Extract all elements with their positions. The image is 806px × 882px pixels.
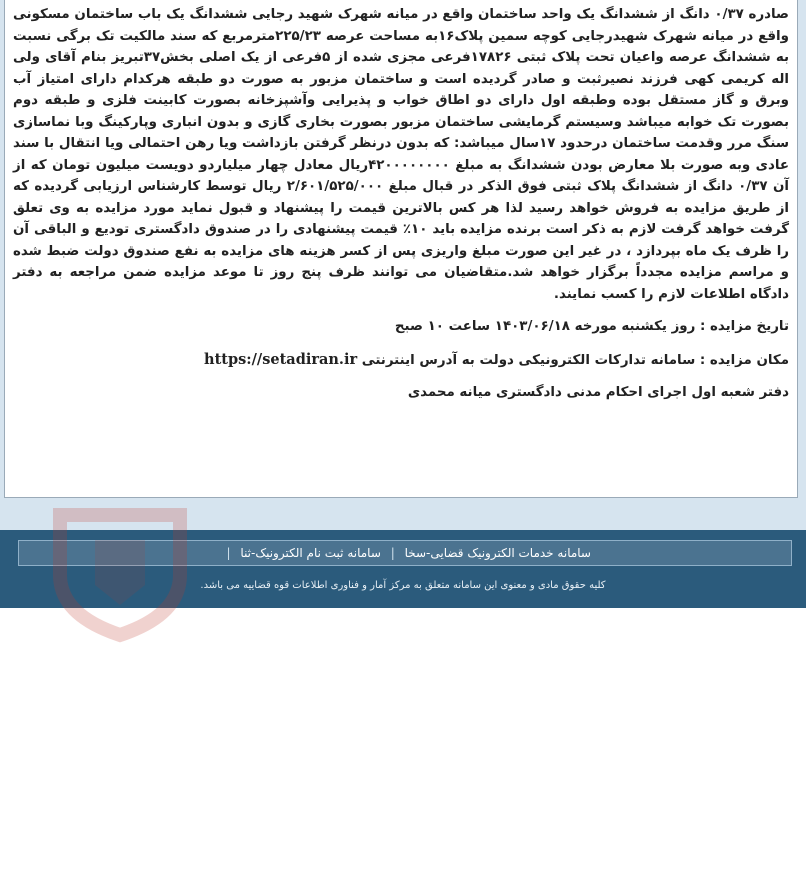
office-signature: دفتر شعبه اول اجرای احکام مدنی دادگستری میانه محمدی (407, 385, 789, 400)
announcement-content (5, 0, 797, 404)
announcement-panel (4, 0, 798, 498)
auction-place-label: مکان مزایده : سامانه تدارکات الکترونیکی دولت به آدرس اینترنتی (361, 352, 789, 368)
footer-link-sana[interactable]: سامانه ثبت نام الکترونیک-ثنا (240, 546, 381, 560)
footer-link-sakha[interactable]: سامانه خدمات الکترونیک قضایی-سخا (404, 546, 591, 560)
footer-separator: | (226, 546, 231, 560)
announcement-paragraph: صادره ۰/۳۷ دانگ از ششدانگ یک واحد ساختمان واقع در میانه شهرک شهید رجایی ششدانگ یک باب ساختمان مسکونی واقع در میانه شهرک شهیدرجایی کوچه سمین پلاک۱۶به مساحت عرصه ۲۲۵/۲۳مترمربع که سند مالکیت تک برگی نسبت به ششدانگ عرصه واعیان تحت پلاک ثبتی ۱۷۸۲۶فرعی مجزی شده از ۵فرعی از یک اصلی بخش۳۷تبریز بنام آقای ولی اله کریمی کهی فرزند نصیرثبت و صادر گردیده است و ساختمان مزبور به صورت دو طبقه هرکدام دارای امتیاز آب وبرق و گاز مستقل بوده وطبقه اول دارای دو اطاق خواب و پذیرایی وآشپزخانه بصورت کابینت فلزی و طبقه دوم بصورت تک خوابه میباشد وسیستم گرمایشی ساختمان مزبور بصورت بخاری گازی و بدون انباری وپارکینگ وبا نماسازی سنگ مرر وقدمت ساختمان درحدود ۱۷سال میباشد: که بدون درنظر گرفتن بازداشت ویا رهن احتمالی ویا انتقال با سند عادی وبه صورت بلا معارض بودن ششدانگ به مبلغ ۴۲۰۰۰۰۰۰۰۰ریال معادل چهار میلیاردو دویست میلیون تومان که از آن ۰/۳۷ دانگ از ششدانگ پلاک ثبتی فوق الذکر در قبال مبلغ ۲/۶۰۱/۵۲۵/۰۰۰ ریال توسط کارشناس ارزیابی گردیده که از طریق مزایده به فروش خواهد رسید لذا هر کس بالاترین قیمت را پیشنهاد و قبول نماید مورد مزایده به وی تعلق گرفت خواهد گرفت لازم به ذکر است برنده مزایده باید ۱۰٪ قیمت پیشنهادی را در صندوق دادگستری تودیع و الباقی آن را ظرف یک ماه بپردازد ، در غیر این صورت مبلغ واریزی پس از کسر هزینه های مزایده به نفع صندوق دولت ضبط شده و مراسم مزایده مجدداً برگزار خواهد شد.متقاضیان می توانند ظرف پنج روز تا موعد مزایده ضمن مراجعه به دفتر دادگاه اطلاعات لازم را کسب نمایند. (13, 7, 789, 302)
auction-url-link[interactable]: https://setadiran.ir (204, 350, 358, 368)
auction-place (13, 349, 789, 372)
auction-date: تاریخ مزایده : روز یکشنبه مورخه ۱۴۰۳/۰۶/۱۸ ساعت ۱۰ صبح (394, 319, 789, 334)
copyright-text: کلیه حقوق مادی و معنوی این سامانه متعلق به مرکز آمار و فناوری اطلاعات قوه قضاییه می باشد. (200, 580, 606, 591)
footer-separator: | (390, 546, 395, 560)
watermark-logo-icon (40, 495, 200, 645)
